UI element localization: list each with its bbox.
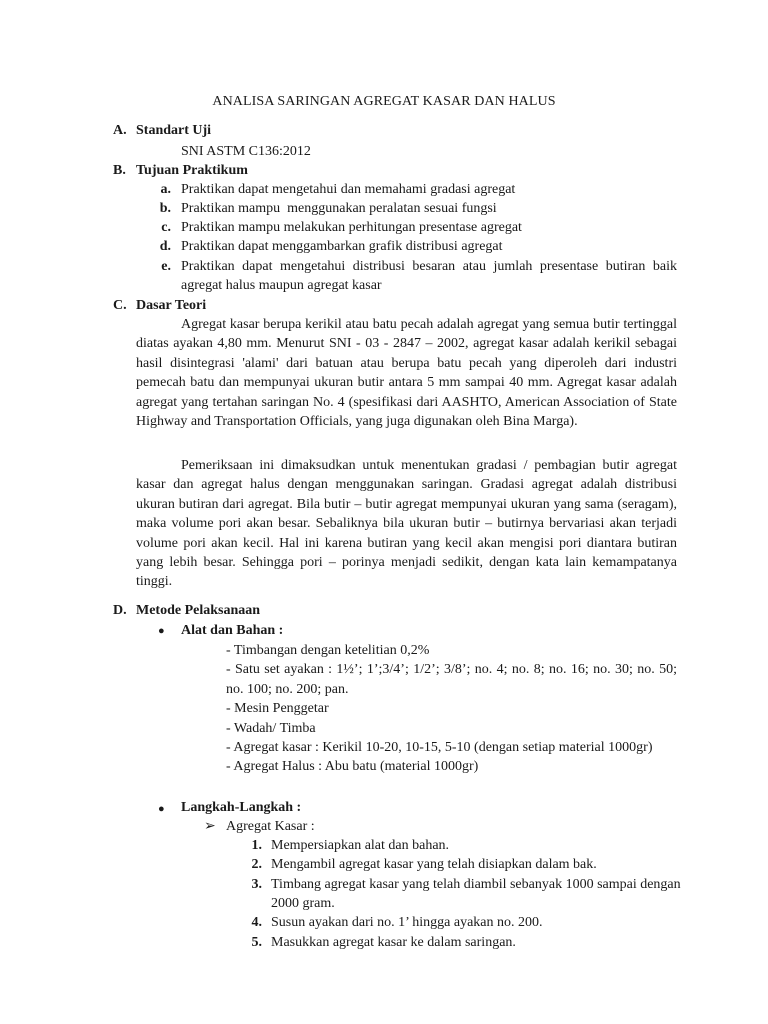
- step-number: 3.: [251, 877, 262, 892]
- objective-text: Praktikan dapat menggambarkan grafik distribusi agregat: [181, 239, 503, 254]
- objective-marker: a.: [160, 182, 171, 197]
- section-b-letter: B.: [113, 163, 126, 178]
- objective-text: Praktikan mampu melakukan perhitungan presentase agregat: [181, 220, 522, 235]
- section-d-letter: D.: [113, 603, 127, 618]
- section-d-heading: Metode Pelaksanaan: [136, 603, 261, 618]
- step-number: 5.: [251, 935, 262, 950]
- theory-paragraph-1: Agregat kasar berupa kerikil atau batu pecah adalah agregat yang semua butir tertinggal diatas ayakan 4,80 mm. Menurut SNI - 03 - 2847 – 2002, agregat kasar adalah kerikil sebagai hasil disintegrasi 'alami' dari batuan atau berupa batu pecah yang diperoleh dari industri pemecah batu dan mempunyai ukuran butir antara 5 mm sampai 40 mm. Agregat kasar adalah agregat yang tertahan saringan No. 4 (spesifikasi dari AASHTO, American Association of State Highway and Transportation Officials, yang juga digunakan oleh Bina Marga).: [136, 317, 677, 430]
- section-c-heading: Dasar Teori: [136, 298, 207, 313]
- section-c-letter: C.: [113, 298, 127, 313]
- steps-heading: Langkah-Langkah :: [181, 800, 302, 815]
- section-a-letter: A.: [113, 123, 127, 138]
- step-number: 1.: [251, 838, 262, 853]
- coarse-aggregate-label: Agregat Kasar :: [226, 819, 315, 834]
- tools-list: [226, 641, 677, 777]
- tool-item: - Agregat Halus : Abu batu (material 1000gr): [226, 759, 479, 775]
- section-b-heading: Tujuan Praktikum: [136, 163, 248, 178]
- bullet-icon: ●: [158, 625, 165, 637]
- bullet-icon: ●: [158, 803, 165, 815]
- objective-marker: d.: [159, 239, 171, 254]
- step-number: 2.: [251, 857, 262, 872]
- step-text: Susun ayakan dari no. 1’ hingga ayakan no. 200.: [271, 915, 543, 930]
- step-text: Mengambil agregat kasar yang telah disiapkan dalam bak.: [271, 857, 597, 872]
- objective-marker: c.: [161, 220, 171, 235]
- tools-heading: Alat dan Bahan :: [181, 623, 284, 638]
- step-number: 4.: [251, 915, 262, 930]
- objective-marker: e.: [161, 259, 171, 274]
- objective-marker: b.: [159, 201, 171, 216]
- standard-text: SNI ASTM C136:2012: [181, 144, 311, 159]
- step-text: Mempersiapkan alat dan bahan.: [271, 838, 450, 853]
- section-a-heading: Standart Uji: [136, 123, 212, 138]
- step-text: Masukkan agregat kasar ke dalam saringan.: [271, 935, 516, 950]
- theory-paragraph-2: Pemeriksaan ini dimaksudkan untuk menentukan gradasi / pembagian butir agregat kasar dan agregat halus dengan menggunakan saringan. Gradasi agregat adalah distribusi ukuran butiran dari agregat. Bila butir – butir agregat mempunyai ukuran yang sama (seragam), maka volume pori akan besar. Sebaliknya bila ukuran butir – butirnya bervariasi akan terjadi volume pori akan kecil. Hal ini karena butiran yang kecil akan mengisi pori diantara butiran yang lebih besar. Sehingga pori – porinya menjadi sedikit, dengan kata lain kemampatanya tinggi.: [136, 458, 677, 590]
- tool-item: - Satu set ayakan : 1½’; 1’;3/4’; 1/2’; 3/8’; no. 4; no. 8; no. 16; no. 30; no. 50; no. 100; no. 200; pan.: [226, 662, 677, 697]
- tool-item: - Mesin Penggetar: [226, 701, 329, 717]
- tool-item: - Timbangan dengan ketelitian 0,2%: [226, 643, 430, 658]
- document-title: ANALISA SARINGAN AGREGAT KASAR DAN HALUS: [212, 94, 556, 109]
- tool-item: - Agregat kasar : Kerikil 10-20, 10-15, 5-10 (dengan setiap material 1000gr): [226, 740, 653, 756]
- objective-text: Praktikan mampu menggunakan peralatan sesuai fungsi: [181, 201, 497, 216]
- step-text: Timbang agregat kasar yang telah diambil sebanyak 1000 sampai dengan 2000 gram.: [271, 877, 681, 912]
- arrow-bullet-icon: ➢: [204, 819, 216, 834]
- objective-text: Praktikan dapat mengetahui distribusi besaran atau jumlah presentase butiran baik agregat halus maupun agregat kasar: [181, 259, 677, 294]
- objective-text: Praktikan dapat mengetahui dan memahami gradasi agregat: [181, 182, 516, 197]
- tool-item: - Wadah/ Timba: [226, 720, 316, 736]
